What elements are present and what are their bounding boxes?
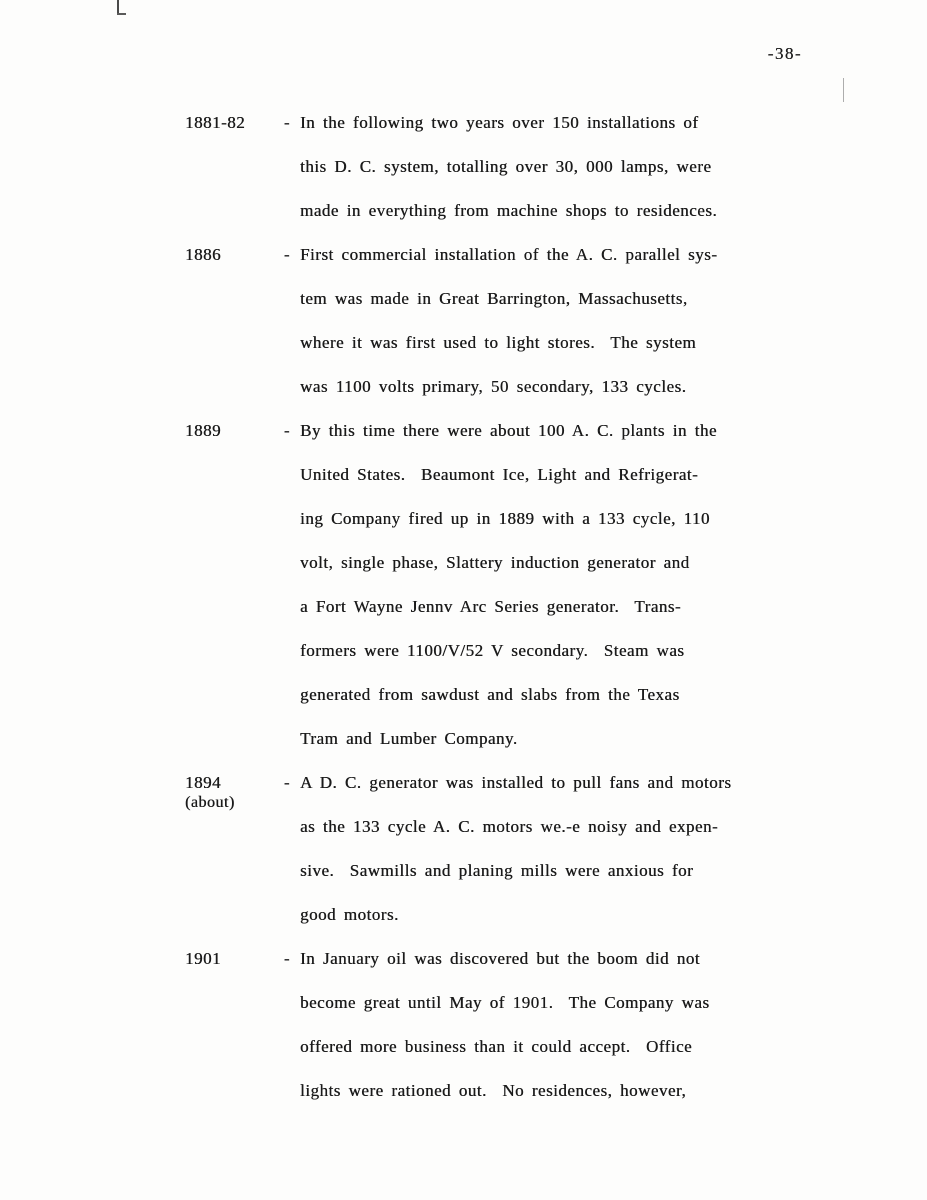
entry-dash: - [283, 773, 290, 792]
timeline-entry-1901 [185, 937, 887, 1113]
entry-line: formers were 1100/V/52 V secondary. Steam was [300, 641, 685, 660]
entry-year-column [185, 937, 300, 981]
entry-line: In January oil was discovered but the boom did not [300, 949, 700, 968]
entry-line: United States. Beaumont Ice, Light and Refrigerat- [300, 465, 699, 484]
entry-line: was 1100 volts primary, 50 secondary, 133 cycles. [300, 377, 687, 396]
scan-artifact-right [843, 78, 844, 102]
entry-year: 1881-82 [185, 113, 246, 132]
entry-line: tem was made in Great Barrington, Massachusetts, [300, 289, 688, 308]
entry-text [300, 233, 887, 409]
scan-artifact-topleft [117, 0, 119, 15]
entry-year-stack [185, 761, 235, 810]
entry-year: 1889 [185, 421, 221, 440]
entry-line: lights were rationed out. No residences, however, [300, 1081, 687, 1100]
entry-year: 1886 [185, 245, 221, 264]
timeline-entry-1881-82 [185, 101, 887, 233]
entry-text [300, 761, 887, 937]
timeline-entry-1886 [185, 233, 887, 409]
entry-year: 1901 [185, 949, 221, 968]
entry-line: offered more business than it could accept. Office [300, 1037, 693, 1056]
entry-year: 1894 [185, 773, 221, 792]
entry-text [300, 937, 887, 1113]
entry-line: this D. C. system, totalling over 30, 000 lamps, were [300, 157, 712, 176]
entry-line: In the following two years over 150 installations of [300, 113, 699, 132]
entry-line: By this time there were about 100 A. C. plants in the [300, 421, 717, 440]
entry-text [300, 101, 887, 233]
entry-line: made in everything from machine shops to residences. [300, 201, 718, 220]
entry-line: a Fort Wayne Jennv Arc Series generator. Trans- [300, 597, 682, 616]
entry-year-column [185, 409, 300, 453]
entry-line: A D. C. generator was installed to pull fans and motors [300, 773, 732, 792]
entry-year-column [185, 761, 300, 810]
timeline-content [185, 101, 887, 1113]
entry-year-column [185, 101, 300, 145]
entry-dash: - [283, 113, 290, 132]
entry-line: sive. Sawmills and planing mills were anxious for [300, 861, 694, 880]
entry-line: volt, single phase, Slattery induction generator and [300, 553, 690, 572]
entry-dash: - [283, 421, 290, 440]
entry-dash: - [283, 245, 290, 264]
entry-line: good motors. [300, 905, 399, 924]
entry-line: generated from sawdust and slabs from the Texas [300, 685, 680, 704]
entry-text [300, 409, 887, 761]
entry-dash: - [283, 949, 290, 968]
entry-line: become great until May of 1901. The Company was [300, 993, 710, 1012]
entry-line: Tram and Lumber Company. [300, 729, 518, 748]
entry-line: as the 133 cycle A. C. motors we.-e noisy and expen- [300, 817, 719, 836]
entry-year-column [185, 233, 300, 277]
entry-line: ing Company fired up in 1889 with a 133 cycle, 110 [300, 509, 710, 528]
entry-line: where it was first used to light stores. The system [300, 333, 697, 352]
timeline-entry-1889 [185, 409, 887, 761]
timeline-entry-1894 [185, 761, 887, 937]
entry-line: First commercial installation of the A. C. parallel sys- [300, 245, 718, 264]
entry-year-note: (about) [185, 794, 235, 811]
page-number: -38- [767, 44, 802, 63]
